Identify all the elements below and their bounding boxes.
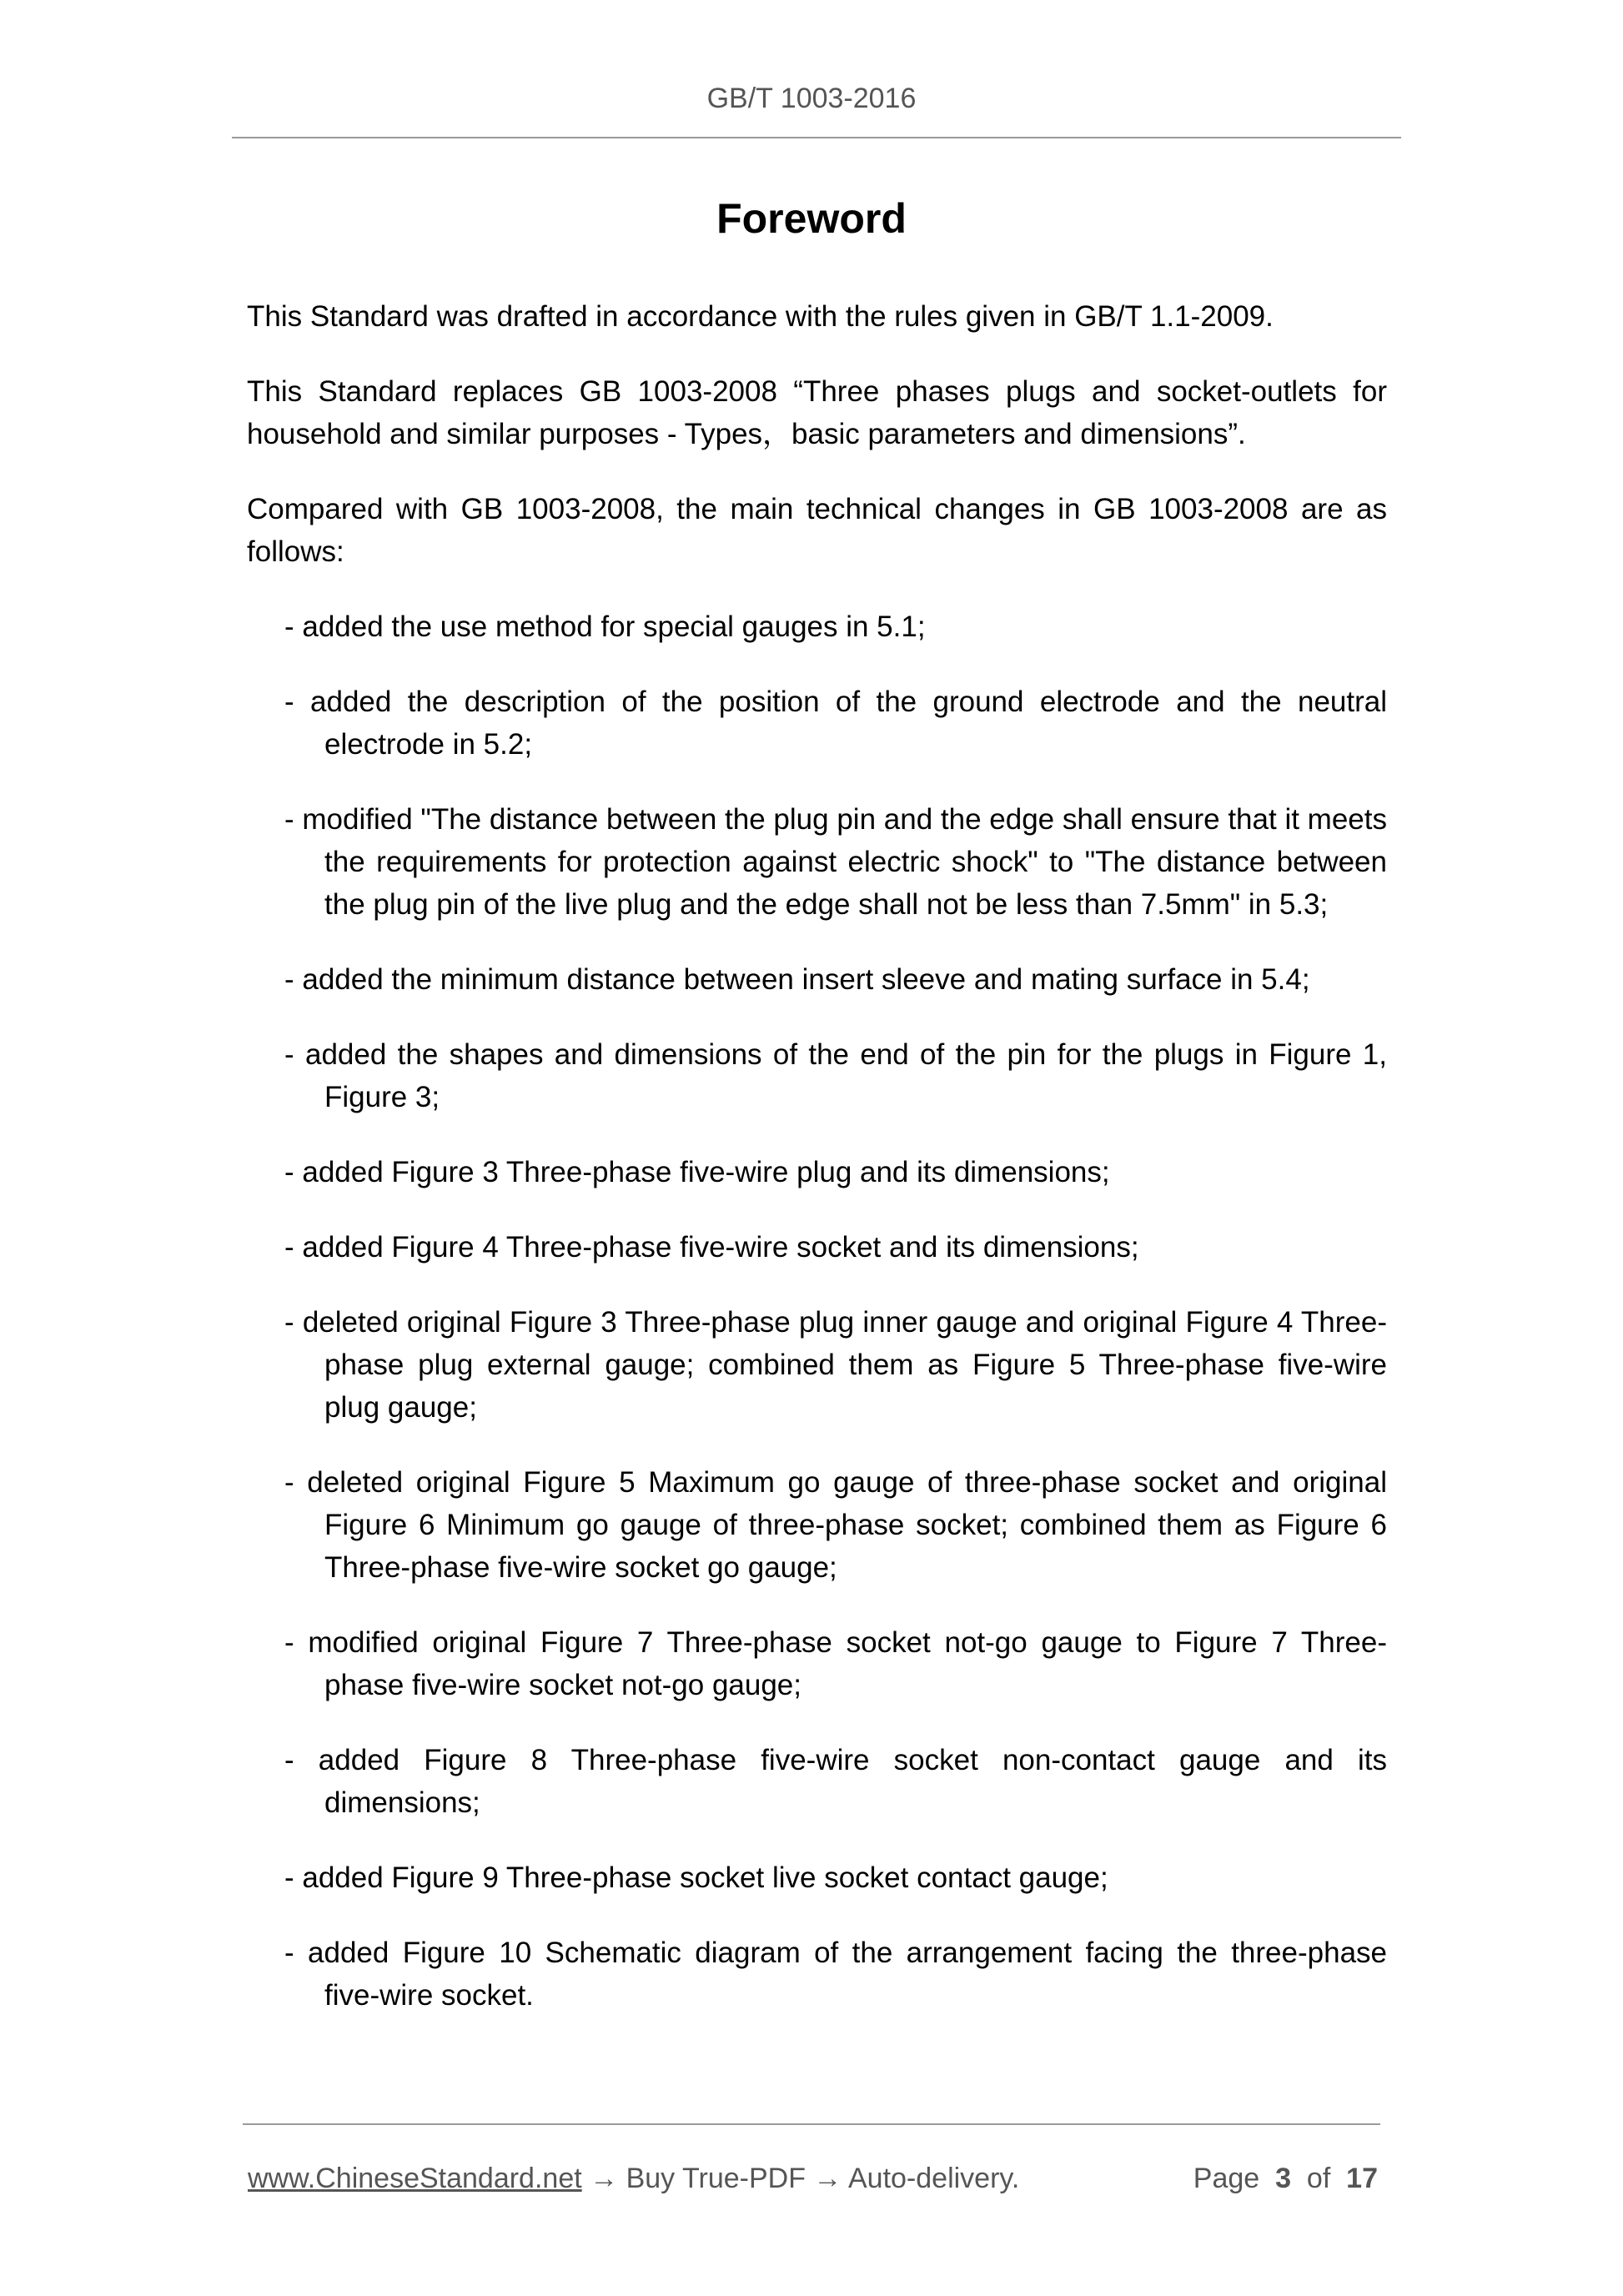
footer-divider <box>243 2123 1380 2125</box>
page-number <box>1193 2160 1378 2197</box>
paragraph: This Standard was drafted in accordance with the rules given in GB/T 1.1-2009. <box>247 300 1274 333</box>
change-item: - added Figure 8 Three-phase five-wire socket non-contact gauge and its dimensions; <box>284 1744 1387 1819</box>
paragraph: Compared with GB 1003-2008, the main technical changes in GB 1003-2008 are as follows: <box>247 493 1387 568</box>
change-item: - modified original Figure 7 Three-phase socket not-go gauge to Figure 7 Three-phase five-wire socket not-go gauge; <box>284 1626 1387 1701</box>
page-footer <box>248 2160 1378 2197</box>
change-item: - deleted original Figure 5 Maximum go gauge of three-phase socket and original Figure 6 Minimum go gauge of three-phase socket; combined them as Figure 6 Three-phase five-wire socket go gauge; <box>284 1466 1387 1584</box>
foreword-body <box>247 295 1387 2049</box>
change-item: - added Figure 3 Three-phase five-wire plug and its dimensions; <box>284 1156 1110 1188</box>
change-item: - added Figure 10 Schematic diagram of the arrangement facing the three-phase five-wire socket. <box>284 1937 1387 2012</box>
change-item: - added the shapes and dimensions of the end of the pin for the plugs in Figure 1, Figure 3; <box>284 1038 1387 1113</box>
running-header: GB/T 1003-2016 <box>706 83 917 114</box>
website-link[interactable]: www.ChineseStandard.net <box>248 2163 582 2194</box>
header-divider <box>232 137 1401 138</box>
change-item: - added Figure 9 Three-phase socket live socket contact gauge; <box>284 1861 1108 1894</box>
change-item: - added the minimum distance between insert sleeve and mating surface in 5.4; <box>284 963 1310 996</box>
page-label: Page <box>1193 2163 1260 2194</box>
change-item: - added Figure 4 Three-phase five-wire socket and its dimensions; <box>284 1231 1139 1264</box>
total-pages: 17 <box>1346 2163 1378 2194</box>
change-item: - deleted original Figure 3 Three-phase plug inner gauge and original Figure 4 Three-phase plug external gauge; combined them as Figure 5 Three-phase five-wire plug gauge; <box>284 1306 1387 1424</box>
current-page: 3 <box>1275 2163 1291 2194</box>
change-item: - added the description of the position of the ground electrode and the neutral electrode in 5.2; <box>284 686 1387 761</box>
page-title: Foreword <box>716 195 907 242</box>
of-label: of <box>1306 2163 1331 2194</box>
change-item: - modified "The distance between the plug pin and the edge shall ensure that it meets the requirements for protection against electric shock" to "The distance between the plug pin of the live plug and the edge shall not be less than 7.5mm" in 5.3; <box>284 803 1387 921</box>
paragraph: This Standard replaces GB 1003-2008 “Three phases plugs and socket-outlets for household and similar purposes - Types，basic parameters and dimensions”. <box>247 375 1387 450</box>
change-item: - added the use method for special gauges in 5.1; <box>284 610 926 643</box>
footer-promo <box>248 2160 1019 2197</box>
promo-text: → Buy True-PDF → Auto-delivery. <box>581 2163 1020 2194</box>
